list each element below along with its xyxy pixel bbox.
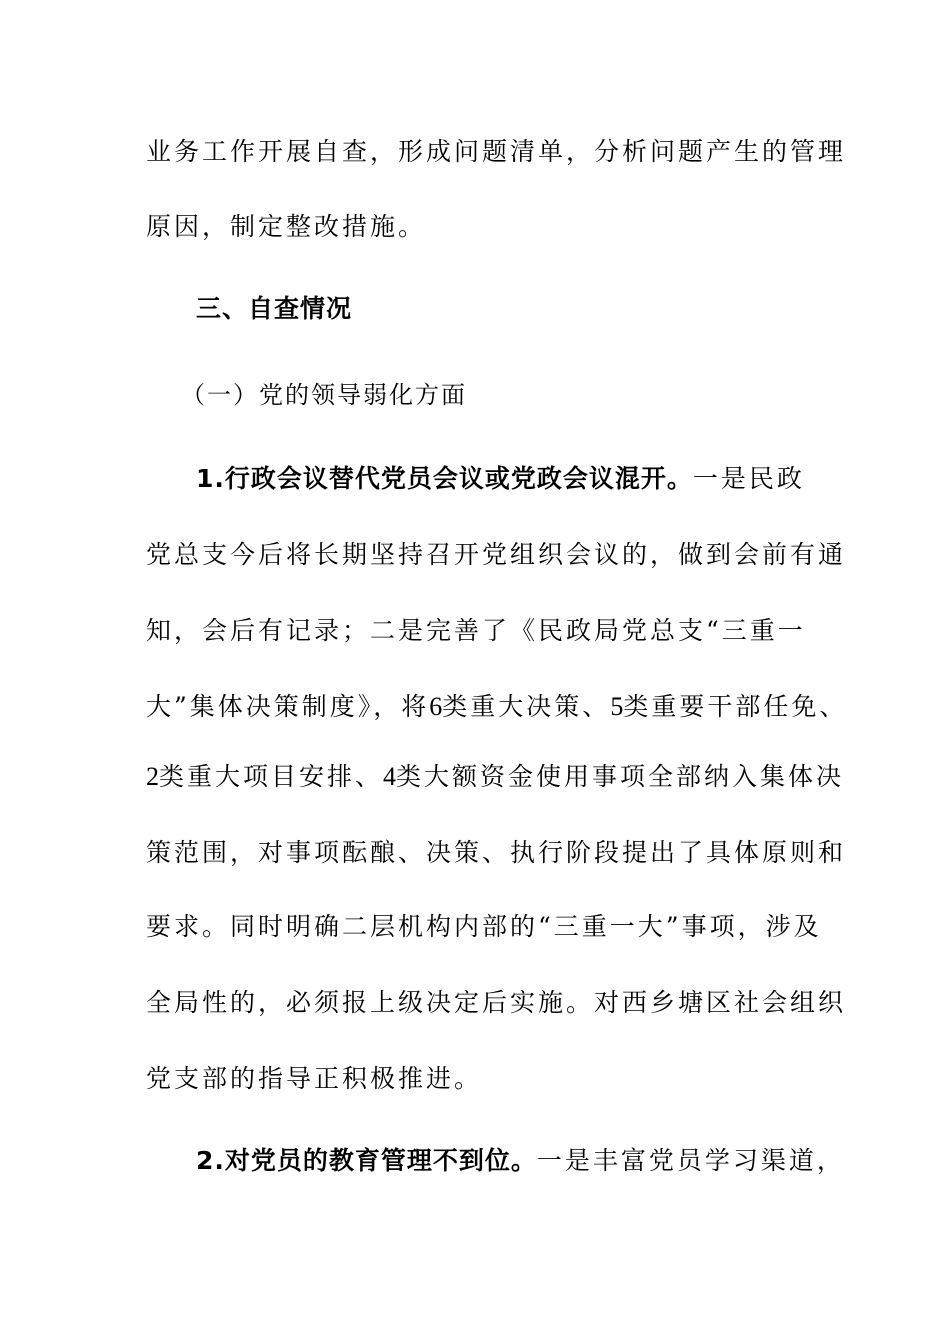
item-2-lead-rest: 一是丰富党员学习渠道， (536, 1146, 845, 1175)
item-1-line-5-b: 类大额资金使用事项全部纳入集体决 (396, 762, 845, 791)
item-1-lead: 1.行政会议替代党员会议或党政会议混开。 (196, 464, 693, 493)
item-1-number-4: 4 (383, 762, 397, 791)
item-1-line-6: 策范围，对事项酝酿、决策、执行阶段提出了具体原则和 (146, 838, 847, 867)
item-1-line-9: 党支部的指导正积极推进。 (146, 1064, 483, 1093)
subsection-1-title: （一）党的领导弱化方面 (181, 381, 467, 409)
item-1-line-4 (146, 692, 847, 722)
item-1-number-6: 6 (429, 692, 443, 721)
item-2-lead: 2.对党员的教育管理不到位。 (196, 1146, 537, 1175)
item-1-line-3: 知，会后有记录；二是完善了《民政局党总支“三重一 (146, 616, 806, 645)
item-1-line-7: 要求。同时明确二层机构内部的“三重一大”事项，涉及 (146, 912, 822, 941)
item-2-first-line (196, 1146, 845, 1176)
item-1-line-5-a: 类重大项目安排、 (159, 762, 384, 791)
intro-line-1: 业务工作开展自查，形成问题清单，分析问题产生的管理 (146, 137, 847, 166)
item-1-line-4-a: 大”集体决策制度》，将 (146, 692, 430, 721)
item-1-line-4-b: 类重大决策、 (442, 692, 611, 721)
item-1-number-5: 5 (610, 692, 624, 721)
item-1-line-4-c: 类重要干部任免、 (623, 692, 848, 721)
section-3-title: 三、自查情况 (196, 294, 353, 323)
item-1-line-2: 党总支今后将长期坚持召开党组织会议的，做到会前有通 (146, 540, 847, 569)
item-1-line-8: 全局性的，必须报上级决定后实施。对西乡塘区社会组织 (146, 988, 847, 1017)
item-1-first-line (196, 464, 805, 494)
item-1-line-5 (146, 762, 844, 792)
item-1-lead-rest: 一是民政 (692, 464, 805, 493)
item-1-number-2: 2 (146, 762, 159, 791)
intro-line-2: 原因，制定整改措施。 (146, 212, 427, 241)
